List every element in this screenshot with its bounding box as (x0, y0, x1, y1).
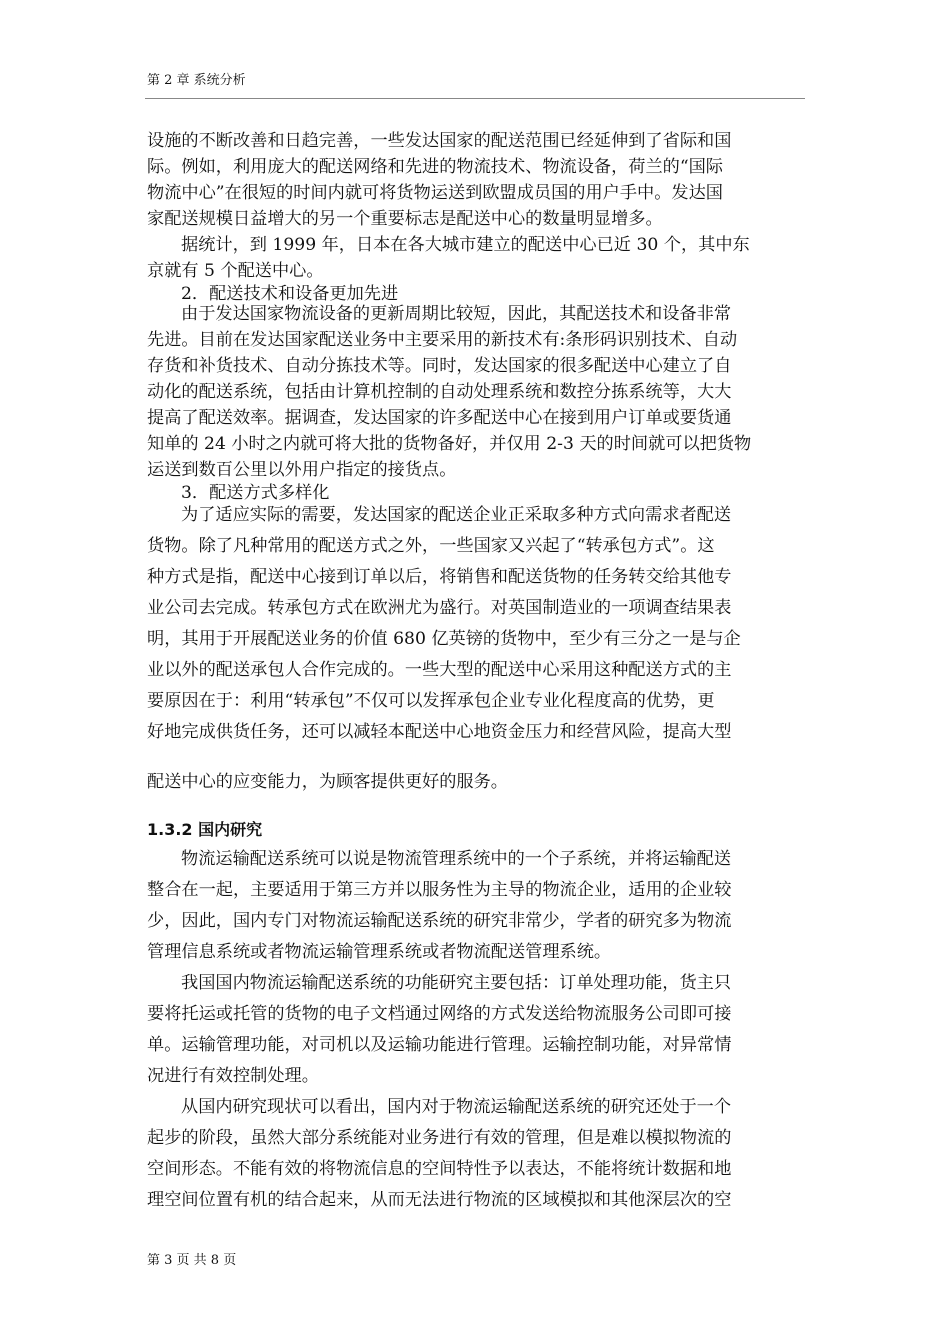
subheading-h2: 2．配送技术和设备更加先进 (181, 284, 399, 304)
text-line: 理空间位置有机的结合起来，从而无法进行物流的区域模拟和其他深层次的空 (147, 1190, 732, 1210)
header-rule (145, 98, 805, 99)
paragraph-continuation: 配送中心的应变能力，为顾客提供更好的服务。 (147, 772, 508, 792)
text-line: 存货和补货技术、自动分拣技术等。同时，发达国家的很多配送中心建立了自 (147, 356, 732, 376)
text-line: 管理信息系统或者物流运输管理系统或者物流配送管理系统。 (147, 942, 612, 962)
text-line: 少，因此，国内专门对物流运输配送系统的研究非常少，学者的研究多为物流 (147, 911, 732, 931)
text-line: 要原因在于：利用“转承包”不仅可以发挥承包企业专业化程度高的优势，更 (147, 691, 715, 711)
text-line: 好地完成供货任务，还可以减轻本配送中心地资金压力和经营风险，提高大型 (147, 722, 732, 742)
text-line: 京就有 5 个配送中心。 (147, 261, 324, 281)
paragraph-p6 (147, 968, 807, 1092)
subheading-h3: 3．配送方式多样化 (181, 483, 330, 503)
text-line: 动化的配送系统，包括由计算机控制的自动处理系统和数控分拣系统等，大大 (147, 382, 732, 402)
text-line: 种方式是指，配送中心接到订单以后，将销售和配送货物的任务转交给其他专 (147, 567, 732, 587)
text-line: 先进。目前在发达国家配送业务中主要采用的新技术有:条形码识别技术、自动 (147, 330, 738, 350)
text-line: 物流运输配送系统可以说是物流管理系统中的一个子系统，并将运输配送 (181, 849, 732, 869)
paragraph-p7 (147, 1092, 807, 1216)
text-line: 起步的阶段，虽然大部分系统能对业务进行有效的管理，但是难以模拟物流的 (147, 1128, 732, 1148)
paragraph-p3 (147, 301, 807, 483)
text-line: 要将托运或托管的货物的电子文档通过网络的方式发送给物流服务公司即可接 (147, 1004, 732, 1024)
text-line: 从国内研究现状可以看出，国内对于物流运输配送系统的研究还处于一个 (181, 1097, 732, 1117)
text-line: 况进行有效控制处理。 (147, 1066, 319, 1086)
text-line: 提高了配送效率。据调查，发达国家的许多配送中心在接到用户订单或要货通 (147, 408, 732, 428)
paragraph-p1 (147, 128, 807, 232)
text-line: 知单的 24 小时之内就可将大批的货物备好，并仅用 2-3 天的时间就可以把货物 (147, 434, 752, 454)
text-line: 物流中心”在很短的时间内就可将货物运送到欧盟成员国的用户手中。发达国 (147, 183, 723, 203)
text-line: 业公司去完成。转承包方式在欧洲尤为盛行。对英国制造业的一项调查结果表 (147, 598, 732, 618)
paragraph-p2 (147, 232, 807, 284)
text-line: 际。例如，利用庞大的配送网络和先进的物流技术、物流设备，荷兰的“国际 (147, 157, 723, 177)
text-line: 整合在一起，主要适用于第三方并以服务性为主导的物流企业，适用的企业较 (147, 880, 732, 900)
text-line: 运送到数百公里以外用户指定的接货点。 (147, 460, 457, 480)
text-line: 明，其用于开展配送业务的价值 680 亿英镑的货物中，至少有三分之一是与企 (147, 629, 741, 649)
text-line: 据统计，到 1999 年，日本在各大城市建立的配送中心已近 30 个，其中东 (181, 235, 750, 255)
text-line: 由于发达国家物流设备的更新周期比较短，因此，其配送技术和设备非常 (181, 304, 732, 324)
text-line: 货物。除了凡种常用的配送方式之外，一些国家又兴起了“转承包方式”。这 (147, 536, 715, 556)
text-line: 空间形态。不能有效的将物流信息的空间特性予以表达，不能将统计数据和地 (147, 1159, 732, 1179)
text-line: 家配送规模日益增大的另一个重要标志是配送中心的数量明显增多。 (147, 209, 663, 229)
text-line: 设施的不断改善和日趋完善，一些发达国家的配送范围已经延伸到了省际和国 (147, 131, 732, 151)
paragraph-p5 (147, 844, 807, 968)
text-line: 业以外的配送承包人合作完成的。一些大型的配送中心采用这种配送方式的主 (147, 660, 732, 680)
text-line: 为了适应实际的需要，发达国家的配送企业正采取多种方式向需求者配送 (181, 505, 732, 525)
text-line: 我国国内物流运输配送系统的功能研究主要包括：订单处理功能，货主只 (181, 973, 732, 993)
paragraph-p4 (147, 500, 807, 748)
section-heading: 1.3.2 国内研究 (147, 820, 263, 839)
page-header: 第 2 章 系统分析 (147, 73, 246, 88)
text-line: 单。运输管理功能，对司机以及运输功能进行管理。运输控制功能，对异常情 (147, 1035, 732, 1055)
page-footer: 第 3 页 共 8 页 (147, 1253, 237, 1268)
